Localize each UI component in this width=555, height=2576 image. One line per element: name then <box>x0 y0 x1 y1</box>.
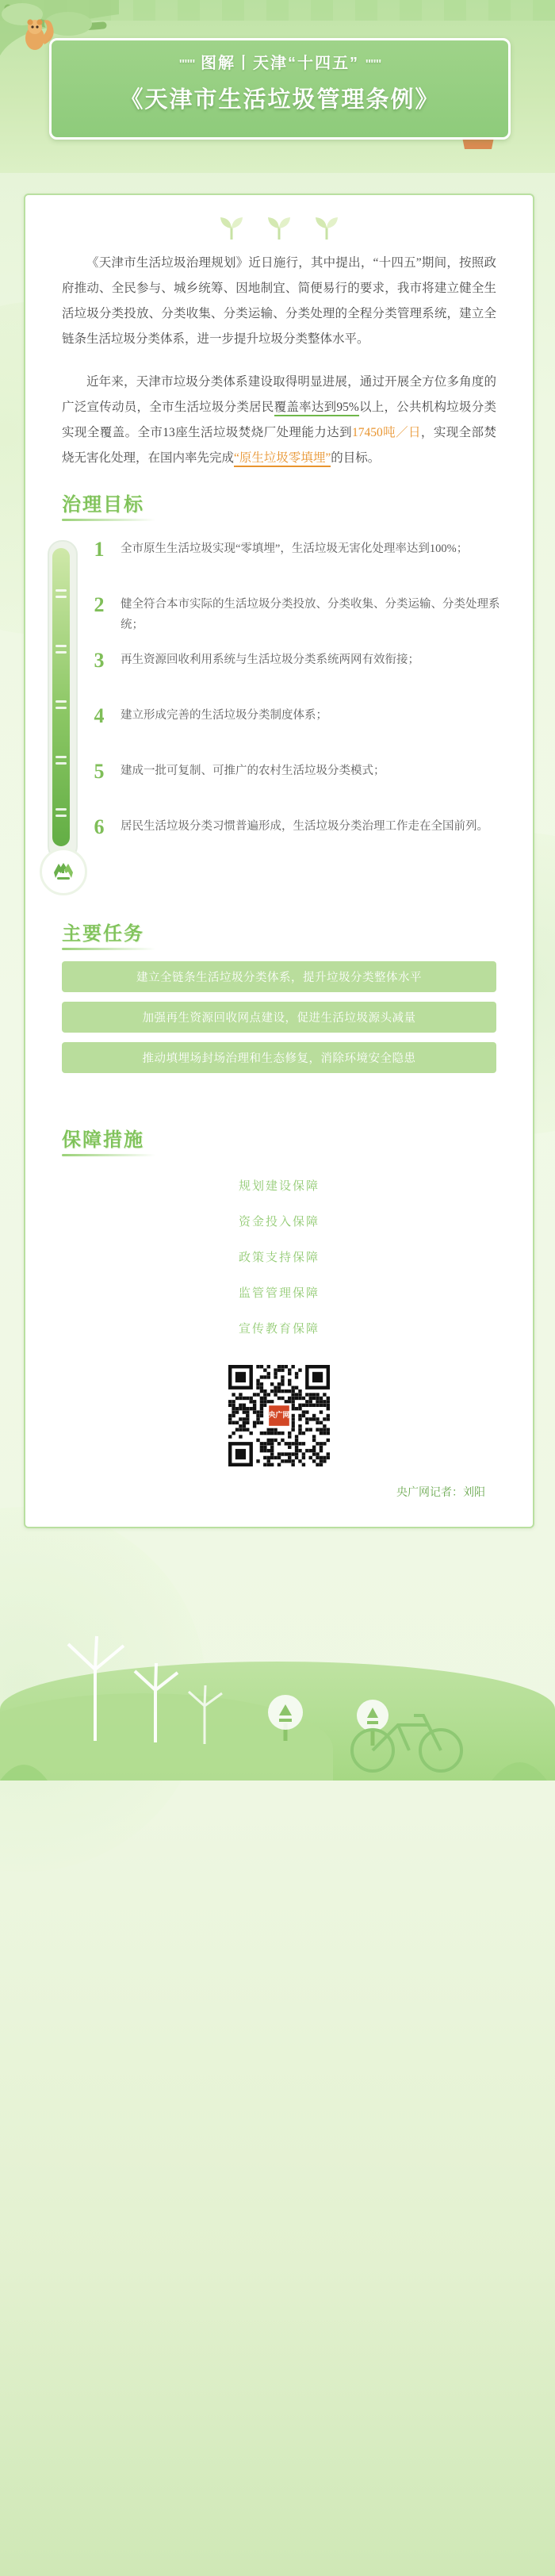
goal-number: 6 <box>94 815 105 838</box>
intro-paragraph-2 <box>62 370 496 471</box>
measures-section <box>25 1163 533 1351</box>
thermometer-fill <box>52 548 70 846</box>
measure-item: 政策支持保障 <box>238 1252 320 1264</box>
section-title-tasks: 主要任务 <box>62 918 533 945</box>
goal-item <box>89 594 501 637</box>
section-title-measures: 保障措施 <box>62 1124 533 1152</box>
thermometer-tick <box>56 651 67 654</box>
thermometer-tick <box>56 645 67 647</box>
tree-icon <box>268 1695 303 1741</box>
thermometer-tick <box>56 589 67 592</box>
qr-code-container[interactable] <box>25 1351 533 1471</box>
intro-p2-part-c: ，实现全部焚烧无害化处理，在国内率先完成 <box>62 426 496 465</box>
thermometer-tick <box>56 707 67 709</box>
tasks-section <box>25 956 533 1092</box>
intro-p2-part-a: 近年来，天津市垃圾分类体系建设取得明显进展，通过开展全方位多角度的广泛宣传动员，全市生活垃圾分类居民 <box>62 375 496 414</box>
goal-item <box>89 816 501 859</box>
signature-line: 央广网记者：刘阳 <box>396 1487 485 1499</box>
intro-p2-part-b: 以上，公共机构垃圾分类实现全覆盖。全市13座生活垃圾焚烧厂处理能力达到 <box>62 401 496 439</box>
section-title-goals: 治理目标 <box>62 489 533 516</box>
intro-text <box>25 246 533 471</box>
goal-number: 3 <box>94 649 105 672</box>
goal-number: 4 <box>94 704 105 727</box>
goal-item <box>89 539 501 581</box>
sprout-icon <box>313 216 340 240</box>
goal-text: 再生资源回收利用系统与生活垃圾分类系统两网有效衔接； <box>121 654 419 666</box>
recycle-icon <box>52 861 75 883</box>
intro-highlight-capacity: 17450吨／日 <box>352 426 421 439</box>
footer-scene <box>0 1543 555 1781</box>
thermometer-tick <box>56 808 67 811</box>
thermometer-track <box>48 540 78 861</box>
intro-paragraph-1: 《天津市生活垃圾治理规划》近日施行，其中提出，“十四五”期间，按照政府推动、全民参与、城乡统筹、因地制宜、简便易行的要求，我市将建立健全生活垃圾分类投放、分类收集、分类运输、分类处理的全程分类管理系统，建立全链条生活垃圾分类体系，进一步提升垃圾分类整体水平。 <box>62 256 496 346</box>
thermometer-tick <box>56 756 67 758</box>
goal-text: 居民生活垃圾分类习惯普遍形成，生活垃圾分类治理工作走在全国前列。 <box>121 820 488 833</box>
intro-highlight-coverage: 覆盖率达到95% <box>274 401 359 416</box>
header-subtitle <box>52 50 508 73</box>
goal-number: 2 <box>94 593 105 616</box>
goal-number: 5 <box>94 760 105 783</box>
thermometer-tick <box>56 596 67 598</box>
sprout-decor-row <box>25 195 533 246</box>
header-quote-right: """ <box>365 58 381 71</box>
header-quote-left: """ <box>178 58 195 71</box>
sprout-icon <box>218 216 245 240</box>
measure-item: 资金投入保障 <box>238 1216 320 1229</box>
thermometer-tick <box>56 762 67 765</box>
header-subtitle-text: 图解丨天津“十四五” <box>201 55 359 72</box>
measure-item: 监管管理保障 <box>238 1287 320 1300</box>
footer-illustration <box>0 1543 555 1781</box>
measure-item: 宣传教育保障 <box>238 1323 320 1336</box>
content-panel <box>24 194 534 1528</box>
goal-text: 健全符合本市实际的生活垃圾分类投放、分类收集、分类运输、分类处理系统； <box>121 598 500 631</box>
measure-item: 规划建设保障 <box>238 1180 320 1193</box>
thermometer-tick <box>56 700 67 703</box>
goal-text: 全市原生生活垃圾实现“零填埋”，生活垃圾无害化处理率达到100%； <box>121 542 469 555</box>
header-banner <box>0 0 555 173</box>
goal-number: 1 <box>94 538 105 561</box>
goal-text: 建成一批可复制、可推广的农村生活垃圾分类模式； <box>121 765 385 777</box>
goal-text: 建立形成完善的生活垃圾分类制度体系； <box>121 709 327 722</box>
sprout-icon <box>266 216 293 240</box>
task-item: 推动填埋场封场治理和生态修复，消除环境安全隐患 <box>62 1042 496 1073</box>
intro-p2-part-d: 的目标。 <box>331 451 381 465</box>
task-item: 加强再生资源回收网点建设，促进生活垃圾源头减量 <box>62 1002 496 1033</box>
goals-section <box>25 527 533 880</box>
goal-item <box>89 705 501 748</box>
intro-highlight-zero-landfill: “原生垃圾零填埋” <box>234 451 331 467</box>
task-item: 建立全链条生活垃圾分类体系，提升垃圾分类整体水平 <box>62 961 496 992</box>
goal-item <box>89 650 501 692</box>
recycle-bulb <box>40 848 87 895</box>
qr-code-canvas <box>228 1365 330 1466</box>
header-main-title: 《天津市生活垃圾管理条例》 <box>120 87 440 113</box>
goal-item <box>89 761 501 803</box>
qr-code[interactable] <box>228 1365 330 1466</box>
header-title-card <box>49 38 511 140</box>
thermometer-tick <box>56 815 67 817</box>
